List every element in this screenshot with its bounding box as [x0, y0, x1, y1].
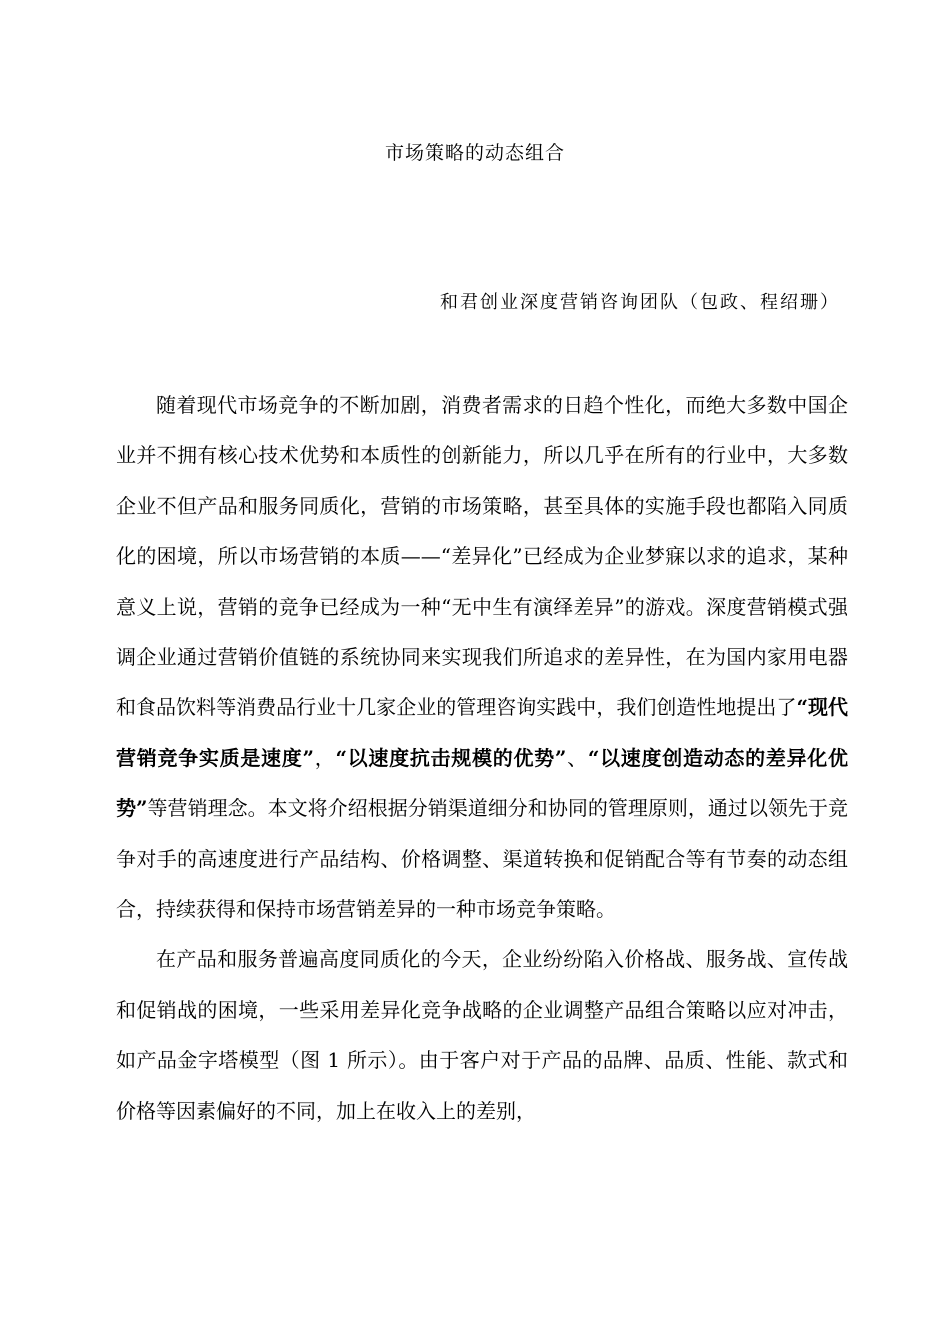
document-title: 市场策略的动态组合	[384, 142, 565, 164]
paragraph-1	[116, 380, 848, 934]
paragraph-1-text: 随着现代市场竞争的不断加剧，消费者需求的日趋个性化，而绝大多数中国企业并不拥有核心技术优势和本质性的创新能力，所以几乎在所有的行业中，大多数企业不但产品和服务同质化，营销的市场策略，甚至具体的实施手段也都陷入同质化的困境，所以市场营销的本质——“差异化”已经成为企业梦寐以求的追求，某种意义上说，营销的竞争已经成为一种“无中生有演绎差异”的游戏。深度营销模式强调企业通过营销价值链的系统协同来实现我们所追求的差异性，在为国内家用电器和食品饮料等消费品行业十几家企业的管理咨询实践中，我们创造性地提出了	[116, 393, 848, 720]
paragraph-2: 在产品和服务普遍高度同质化的今天，企业纷纷陷入价格战、服务战、宣传战和促销战的困境，一些采用差异化竞争战略的企业调整产品组合策略以应对冲击，如产品金字塔模型（图 1 所示）。由于客户对于产品的品牌、品质、性能、款式和价格等因素偏好的不同，加上在收入上的差别，	[116, 947, 848, 1123]
emphasis-phrase: “现代营销竞争实质是速度”	[116, 695, 848, 770]
author-line: 和君创业深度营销咨询团队（包政、程绍珊）	[440, 292, 840, 313]
punctuation: ，	[314, 745, 336, 770]
emphasis-phrase: “以速度创造动态的差异化优势”	[116, 745, 849, 821]
body-text	[116, 380, 848, 1136]
punctuation: 、	[566, 745, 588, 770]
emphasis-phrase: “以速度抗击规模的优势”	[335, 745, 567, 770]
paragraph-1-text-end: 等营销理念。本文将介绍根据分销渠道细分和协同的管理原则，通过以领先于竞争对手的高速度进行产品结构、价格调整、渠道转换和促销配合等有节奏的动态组合，持续获得和保持市场营销差异的一种市场竞争策略。	[116, 796, 849, 922]
